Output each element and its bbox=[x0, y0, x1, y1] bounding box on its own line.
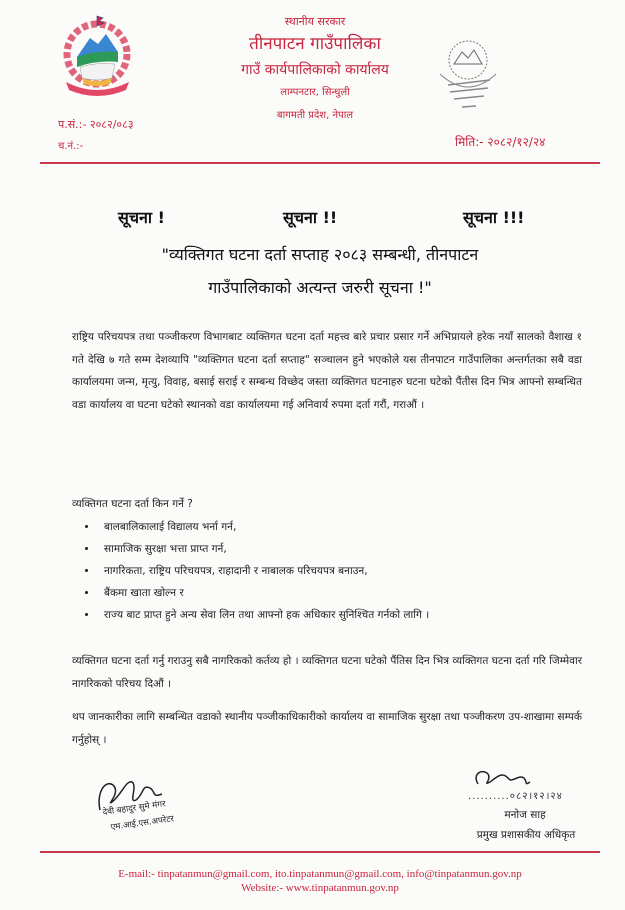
notice-title-line-2: गाउँपालिकाको अत्यन्त जरुरी सूचना !" bbox=[208, 278, 432, 297]
reasons-list bbox=[82, 516, 568, 626]
nepal-emblem-icon bbox=[60, 12, 135, 100]
footer-email[interactable]: E-mail:- tinpatanmun@gmail.com, ito.tinpatanmun@gmail.com, info@tinpatanmun.gov.np bbox=[118, 868, 522, 880]
letter-number: प.सं.:- २०८२/०८३ bbox=[58, 118, 134, 131]
footer-website[interactable]: Website:- www.tinpatanmun.gov.np bbox=[241, 882, 399, 894]
letterhead-province: बागमती प्रदेश, नेपाल bbox=[276, 110, 354, 121]
letterhead-office-name: गाउँ कार्यपालिकाको कार्यालय bbox=[241, 62, 389, 78]
letter-date: मिति:- २०८२/१२/२४ bbox=[455, 135, 546, 149]
header-divider bbox=[40, 162, 600, 164]
notice-label-2: सूचना !! bbox=[283, 208, 338, 227]
list-item: • बालबालिकालाई विद्यालय भर्ना गर्न, bbox=[98, 516, 568, 538]
body-paragraph-2: व्यक्तिगत घटना दर्ता गर्नु गराउनु सबै नागरिकको कर्तव्य हो । व्यक्तिगत घटना घटेको पैंतिस दिन भित्र व्यक्तिगत घटना दर्ता गरि जिम्मेवार नागरिकको परिचय दिऔं । bbox=[72, 655, 582, 690]
right-signatory-title: प्रमुख प्रशासकीय अधिकृत bbox=[476, 829, 576, 841]
signature-date-handwritten: ..........०८२।१२।२४ bbox=[468, 791, 563, 802]
left-signatory-title: एम.आई.एस.अपरेटर bbox=[110, 814, 175, 833]
notice-label-3: सूचना !!! bbox=[463, 208, 525, 227]
list-item: • सामाजिक सुरक्षा भत्ता प्राप्त गर्न, bbox=[98, 538, 568, 560]
office-seal-stamp bbox=[432, 30, 504, 118]
body-paragraph-3: थप जानकारीका लागि सम्बन्धित वडाको स्थानीय पञ्जीकाधिकारीको कार्यालय वा सामाजिक सुरक्षा तथा पञ्जीकरण उप-शाखामा सम्पर्क गर्नुहोस् । bbox=[72, 711, 582, 746]
list-item: • बैंकमा खाता खोल्न र bbox=[98, 582, 568, 604]
letterhead-municipality-name: तीनपाटन गाउँपालिका bbox=[249, 34, 381, 54]
dispatch-number: च.नं.:- bbox=[58, 141, 84, 152]
body-paragraph-1: राष्ट्रिय परिचयपत्र तथा पञ्जीकरण विभागबाट व्यक्तिगत घटना दर्ता महत्त्व बारे प्रचार प्रसार गर्ने अभिप्रायले हरेक नयाँ सालको वैशाख १ गते देखि ७ गते सम्म देशव्यापि "व्यक्तिगत घटना दर्ता सप्ताह" सञ्चालन हुने भएकोले यस तीनपाटन गाउँपालिका अन्तर्गतका सबै वडा कार्यालयमा जन्म, मृत्यु, विवाह, बसाई सराई र सम्बन्ध विच्छेद जस्ता व्यक्तिगत घटनाहरु घटना घटेको पैंतीस दिन भित्र आफ्नो सम्बन्धित वडा कार्यालय वा घटना घटेको स्थानको वडा कार्यालयमा गई अनिवार्य रुपमा दर्ता गरौं, गराऔं । bbox=[72, 331, 582, 411]
right-signatory-name: मनोज साह bbox=[504, 809, 546, 821]
letterhead-address: लाम्पनटार, सिन्धुली bbox=[280, 87, 350, 98]
notice-title-line-1: "व्यक्तिगत घटना दर्ता सप्ताह २०८३ सम्बन्धी, तीनपाटन bbox=[161, 245, 479, 264]
question-heading: व्यक्तिगत घटना दर्ता किन गर्ने ? bbox=[72, 498, 193, 510]
letterhead-line-local-government: स्थानीय सरकार bbox=[284, 15, 346, 28]
list-item: • राज्य बाट प्राप्त हुने अन्य सेवा लिन तथा आफ्नो हक अधिकार सुनिश्चित गर्नको लागि । bbox=[98, 604, 568, 626]
handwritten-date: ०८२।१२।२४ bbox=[509, 791, 563, 802]
notice-label-1: सूचना ! bbox=[118, 208, 165, 227]
list-item: • नागरिकता, राष्ट्रिय परिचयपत्र, राहादानी र नाबालक परिचयपत्र बनाउन, bbox=[98, 560, 568, 582]
left-signatory-name: देवी बहादुर सुमे मंगर bbox=[102, 799, 167, 818]
footer-divider bbox=[40, 851, 600, 853]
